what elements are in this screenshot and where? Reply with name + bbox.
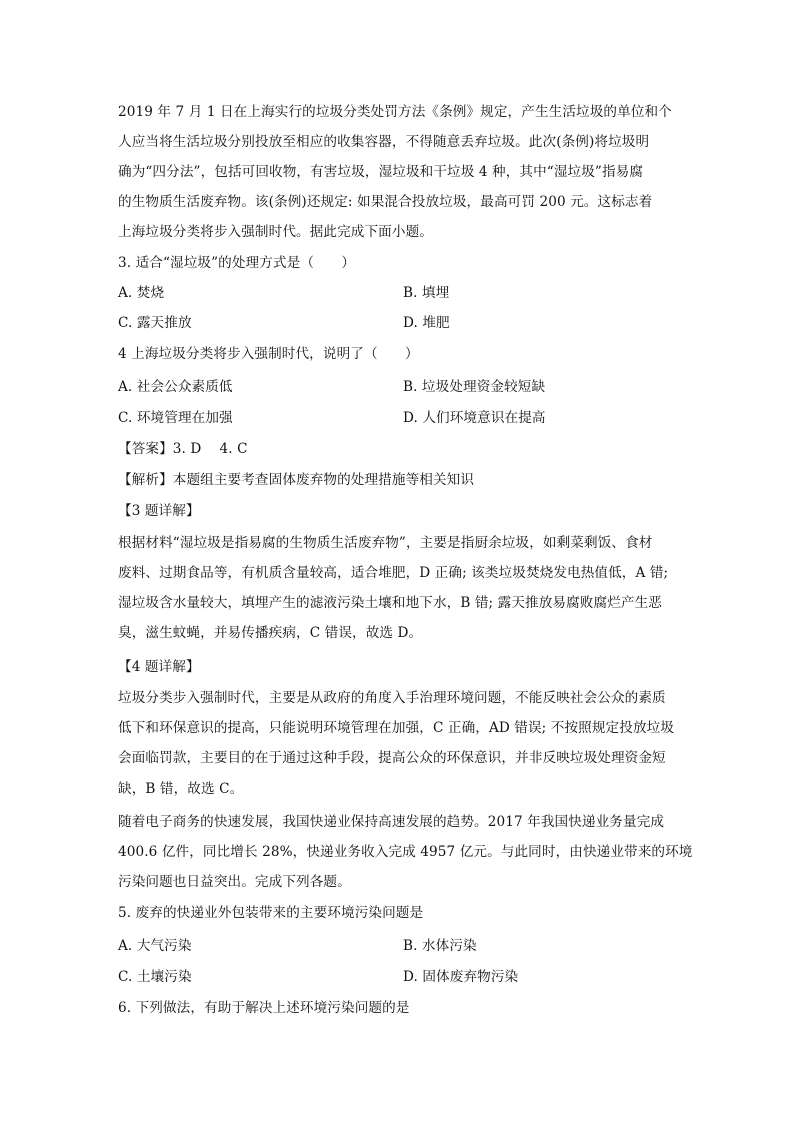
question-5-option-d: D. 固体废弃物污染 bbox=[403, 969, 519, 985]
q4-detail-line: 垃圾分类步入强制时代，主要是从政府的角度入手治理环境问题，不能反映社会公众的素质 bbox=[118, 690, 666, 706]
question-4-option-d: D. 人们环境意识在提高 bbox=[403, 410, 546, 426]
q3-detail-line: 根据材料“湿垃圾是指易腐的生物质生活废弃物”，主要是指厨余垃圾，如剩菜剩饭、食材 bbox=[118, 535, 653, 551]
question-6-stem: 6. 下列做法，有助于解决上述环境污染问题的是 bbox=[118, 1000, 410, 1016]
answer-line: 【答案】3. D 4. C bbox=[118, 441, 248, 457]
question-3-option-b: B. 填埋 bbox=[403, 285, 450, 301]
question-4-stem: 4 上海垃圾分类将步入强制时代，说明了（ ） bbox=[118, 346, 419, 362]
question-5-option-b: B. 水体污染 bbox=[403, 938, 477, 954]
q4-detail-heading: 【4 题详解】 bbox=[118, 659, 200, 675]
intro2-line: 400.6 亿件，同比增长 28%，快递业务收入完成 4957 亿元。与此同时，由快递业带来的环境 bbox=[118, 844, 693, 860]
question-3-option-d: D. 堆肥 bbox=[403, 315, 450, 331]
intro-line: 上海垃圾分类将步入强制时代。据此完成下面小题。 bbox=[118, 224, 433, 240]
intro-line: 的生物质生活废弃物。该(条例)还规定: 如果混合投放垃圾，最高可罚 200 元。这标志着 bbox=[118, 194, 653, 210]
question-3-option-c: C. 露天推放 bbox=[118, 315, 192, 331]
question-4-option-c: C. 环境管理在加强 bbox=[118, 410, 233, 426]
intro2-line: 随着电子商务的快速发展，我国快递业保持高速发展的趋势。2017 年我国快递业务量完成 bbox=[118, 814, 665, 830]
question-4-option-a: A. 社会公众素质低 bbox=[118, 379, 233, 395]
q3-detail-line: 臭，滋生蚊蝇，并易传播疾病，C 错误，故选 D。 bbox=[118, 625, 423, 641]
intro-line: 人应当将生活垃圾分别投放至相应的收集容器，不得随意丢弃垃圾。此次(条例)将垃圾明 bbox=[118, 134, 650, 150]
intro-line: 2019 年 7 月 1 日在上海实行的垃圾分类处罚方法《条例》规定，产生生活垃圾的单位和个 bbox=[118, 104, 672, 120]
question-5-option-a: A. 大气污染 bbox=[118, 938, 192, 954]
question-5-stem: 5. 废弃的快递业外包装带来的主要环境污染问题是 bbox=[118, 905, 424, 921]
q4-detail-line: 缺，B 错，故选 C。 bbox=[118, 781, 244, 797]
question-5-option-c: C. 土壤污染 bbox=[118, 969, 192, 985]
intro2-line: 污染问题也日益突出。完成下列各题。 bbox=[118, 874, 351, 890]
q3-detail-heading: 【3 题详解】 bbox=[118, 503, 200, 519]
analysis-line: 【解析】本题组主要考查固体废弃物的处理措施等相关知识 bbox=[118, 472, 475, 488]
q4-detail-line: 低下和环保意识的提高，只能说明环境管理在加强，C 正确，AD 错误; 不按照规定投放垃圾 bbox=[118, 720, 675, 736]
question-4-option-b: B. 垃圾处理资金较短缺 bbox=[403, 379, 546, 395]
q3-detail-line: 湿垃圾含水量较大，填埋产生的滤液污染土壤和地下水，B 错; 露天推放易腐败腐烂产生恶 bbox=[118, 595, 662, 611]
q3-detail-line: 废料、过期食品等，有机质含量较高，适合堆肥，D 正确; 该类垃圾焚烧发电热值低，A 错; bbox=[118, 565, 669, 581]
intro-line: 确为“四分法”，包括可回收物，有害垃圾，湿垃圾和干垃圾 4 种，其中“湿垃圾”指易腐 bbox=[118, 164, 644, 180]
question-3-stem: 3. 适合“湿垃圾”的处理方式是（ ） bbox=[118, 255, 356, 271]
q4-detail-line: 会面临罚款，主要目的在于通过这种手段，提高公众的环保意识，并非反映垃圾处理资金短 bbox=[118, 750, 666, 766]
question-3-option-a: A. 焚烧 bbox=[118, 285, 165, 301]
